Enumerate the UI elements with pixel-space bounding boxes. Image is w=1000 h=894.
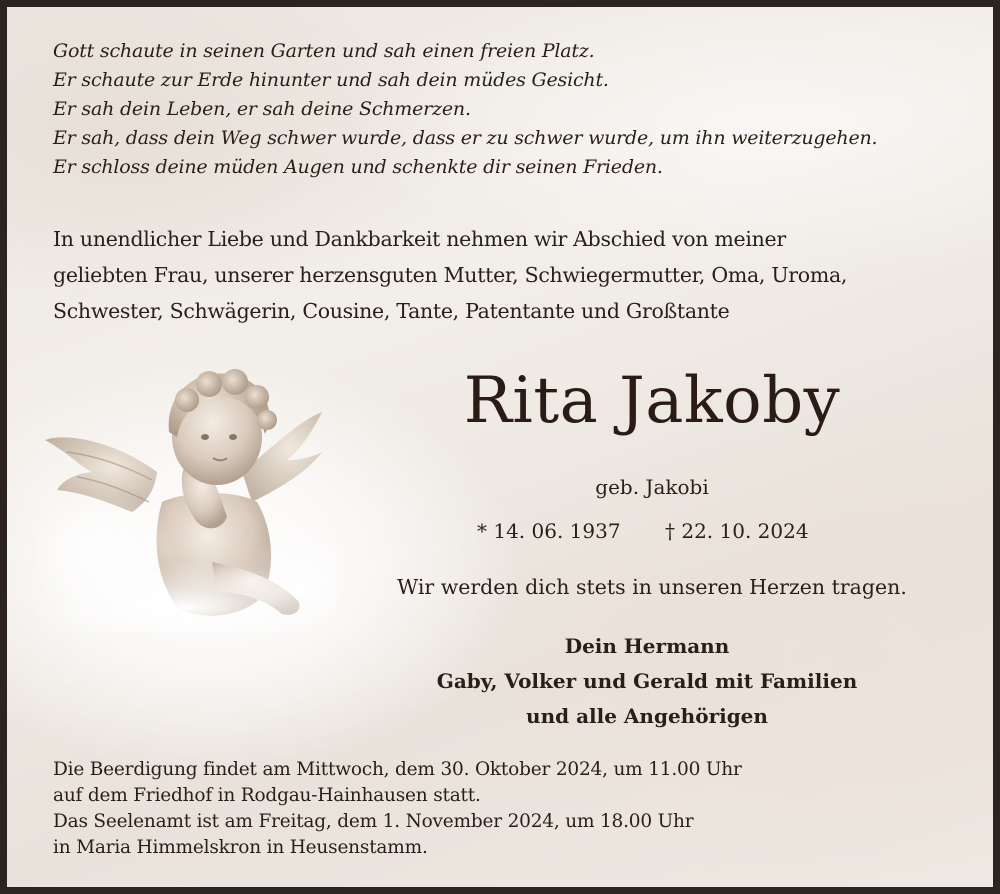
death-date: † 22. 10. 2024 <box>665 519 809 543</box>
funeral-line: Die Beerdigung findet am Mittwoch, dem 30. Oktober 2024, um 11.00 Uhr <box>53 759 742 780</box>
funeral-line: auf dem Friedhof in Rodgau-Hainhausen statt. <box>53 785 481 806</box>
funeral-details <box>53 757 953 861</box>
funeral-line: in Maria Himmelskron in Heusenstamm. <box>53 837 428 858</box>
poem <box>53 37 973 182</box>
deceased-name: Rita Jakoby <box>463 364 841 438</box>
mourners <box>377 629 917 734</box>
mourner-line: Dein Hermann <box>564 634 730 658</box>
poem-line: Er schaute zur Erde hinunter und sah dein müdes Gesicht. <box>53 69 609 91</box>
mourner-line: und alle Angehörigen <box>526 704 768 728</box>
memorial-motto: Wir werden dich stets in unseren Herzen tragen. <box>397 575 907 599</box>
funeral-line: Das Seelenamt ist am Freitag, dem 1. November 2024, um 18.00 Uhr <box>53 811 694 832</box>
angel-figurine-icon <box>37 352 337 632</box>
farewell-intro <box>53 221 973 329</box>
intro-line: geliebten Frau, unserer herzensguten Mutter, Schwiegermutter, Oma, Uroma, <box>53 263 848 287</box>
poem-line: Er sah dein Leben, er sah deine Schmerzen. <box>53 98 471 120</box>
intro-line: In unendlicher Liebe und Dankbarkeit nehmen wir Abschied von meiner <box>53 227 786 251</box>
poem-line: Gott schaute in seinen Garten und sah einen freien Platz. <box>53 40 595 62</box>
mourner-line: Gaby, Volker und Gerald mit Familien <box>436 669 858 693</box>
maiden-name: geb. Jakobi <box>595 475 709 499</box>
birth-date: * 14. 06. 1937 <box>477 519 621 543</box>
poem-line: Er sah, dass dein Weg schwer wurde, dass er zu schwer wurde, um ihn weiterzugehen. <box>53 127 878 149</box>
intro-line: Schwester, Schwägerin, Cousine, Tante, Patentante und Großtante <box>53 299 730 323</box>
poem-line: Er schloss deine müden Augen und schenkte dir seinen Frieden. <box>53 156 663 178</box>
